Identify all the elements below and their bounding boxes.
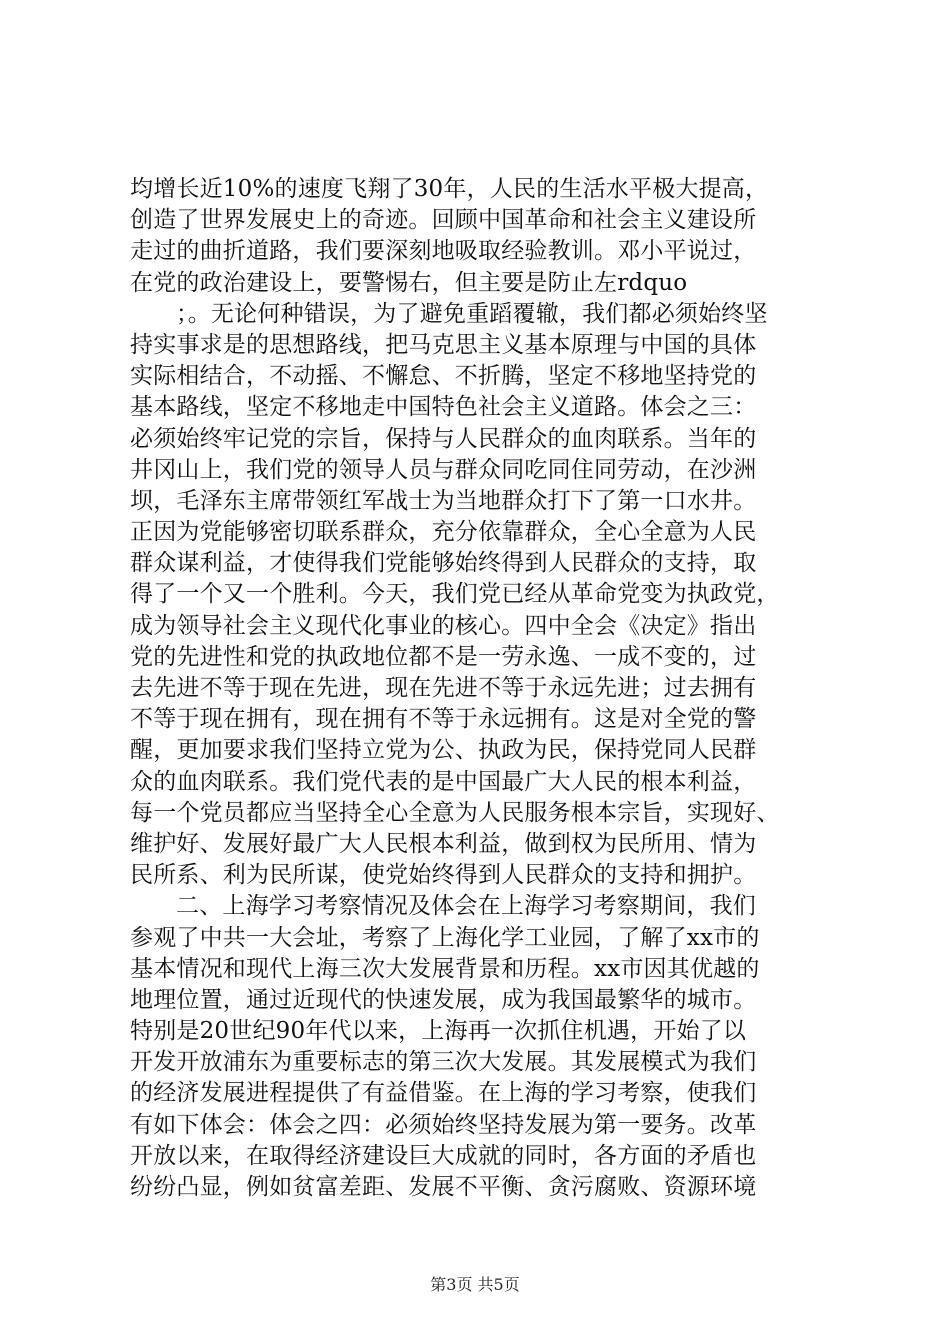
text-line: 成为领导社会主义现代化事业的核心。四中全会《决定》指出 bbox=[130, 612, 757, 639]
body-text bbox=[130, 174, 830, 1203]
text-line: 基本情况和现代上海三次大发展背景和历程。xx市因其优越的 bbox=[130, 955, 760, 982]
text-line: 得了一个又一个胜利。今天，我们党已经从革命党变为执政党， bbox=[130, 581, 780, 608]
text-line: 开放以来，在取得经济建设巨大成就的同时，各方面的矛盾也 bbox=[130, 1142, 757, 1169]
text-line: 走过的曲折道路，我们要深刻地吸取经验教训。邓小平说过， bbox=[130, 238, 757, 265]
text-line: 正因为党能够密切联系群众，充分依靠群众，全心全意为人民 bbox=[130, 519, 757, 546]
text-line: 每一个党员都应当坚持全心全意为人民服务根本宗旨，实现好、 bbox=[130, 799, 780, 826]
text-line: 在党的政治建设上，要警惕右，但主要是防止左rdquo bbox=[130, 269, 688, 296]
text-line: 去先进不等于现在先进，现在先进不等于永远先进；过去拥有 bbox=[130, 675, 757, 701]
text-line: 基本路线，坚定不移地走中国特色社会主义道路。体会之三： bbox=[130, 394, 757, 421]
text-line: 持实事求是的思想路线，把马克思主义基本原理与中国的具体 bbox=[130, 331, 757, 358]
text-line: 地理位置，通过近现代的快速发展，成为我国最繁华的城市。 bbox=[130, 986, 757, 1013]
text-line: 维护好、发展好最广大人民根本利益，做到权为民所用、情为 bbox=[130, 830, 757, 857]
text-line: 党的先进性和党的执政地位都不是一劳永逸、一成不变的，过 bbox=[130, 643, 757, 670]
text-line: 创造了世界发展史上的奇迹。回顾中国革命和社会主义建设所 bbox=[130, 207, 757, 234]
text-line: 有如下体会：体会之四：必须始终坚持发展为第一要务。改革 bbox=[130, 1111, 757, 1138]
text-line: 的经济发展进程提供了有益借鉴。在上海的学习考察，使我们 bbox=[130, 1080, 757, 1107]
text-line: 实际相结合，不动摇、不懈怠、不折腾，坚定不移地坚持党的 bbox=[130, 363, 757, 390]
text-line: 醒，更加要求我们坚持立党为公、执政为民，保持党同人民群 bbox=[130, 737, 757, 764]
text-line: 开发开放浦东为重要标志的第三次大发展。其发展模式为我们 bbox=[130, 1049, 757, 1076]
text-line: 民所系、利为民所谋，使党始终得到人民群众的支持和拥护。 bbox=[130, 862, 757, 889]
text-line: 群众谋利益，才使得我们党能够始终得到人民群众的支持，取 bbox=[130, 550, 757, 577]
text-line: 不等于现在拥有，现在拥有不等于永远拥有。这是对全党的警 bbox=[130, 706, 757, 733]
text-line: ；。无论何种错误，为了避免重蹈覆辙，我们都必须始终坚 bbox=[176, 300, 768, 327]
text-line: 井冈山上，我们党的领导人员与群众同吃同住同劳动，在沙洲 bbox=[130, 456, 757, 483]
text-line: 二、上海学习考察情况及体会在上海学习考察期间，我们 bbox=[176, 893, 756, 920]
text-line: 必须始终牢记党的宗旨，保持与人民群众的血肉联系。当年的 bbox=[130, 425, 757, 452]
text-line: 均增长近10%的速度飞翔了30年，人民的生活水平极大提高， bbox=[130, 176, 769, 202]
text-line: 特别是20世纪90年代以来，上海再一次抓住机遇，开始了以 bbox=[130, 1018, 747, 1045]
page-footer: 第3页 共5页 bbox=[430, 1275, 520, 1294]
text-line: 纷纷凸显，例如贫富差距、发展不平衡、贪污腐败、资源环境 bbox=[130, 1174, 757, 1200]
text-line: 众的血肉联系。我们党代表的是中国最广大人民的根本利益， bbox=[130, 768, 757, 795]
text-line: 坝，毛泽东主席带领红军战士为当地群众打下了第一口水井。 bbox=[130, 487, 757, 514]
text-line: 参观了中共一大会址，考察了上海化学工业园，了解了xx市的 bbox=[130, 924, 760, 951]
